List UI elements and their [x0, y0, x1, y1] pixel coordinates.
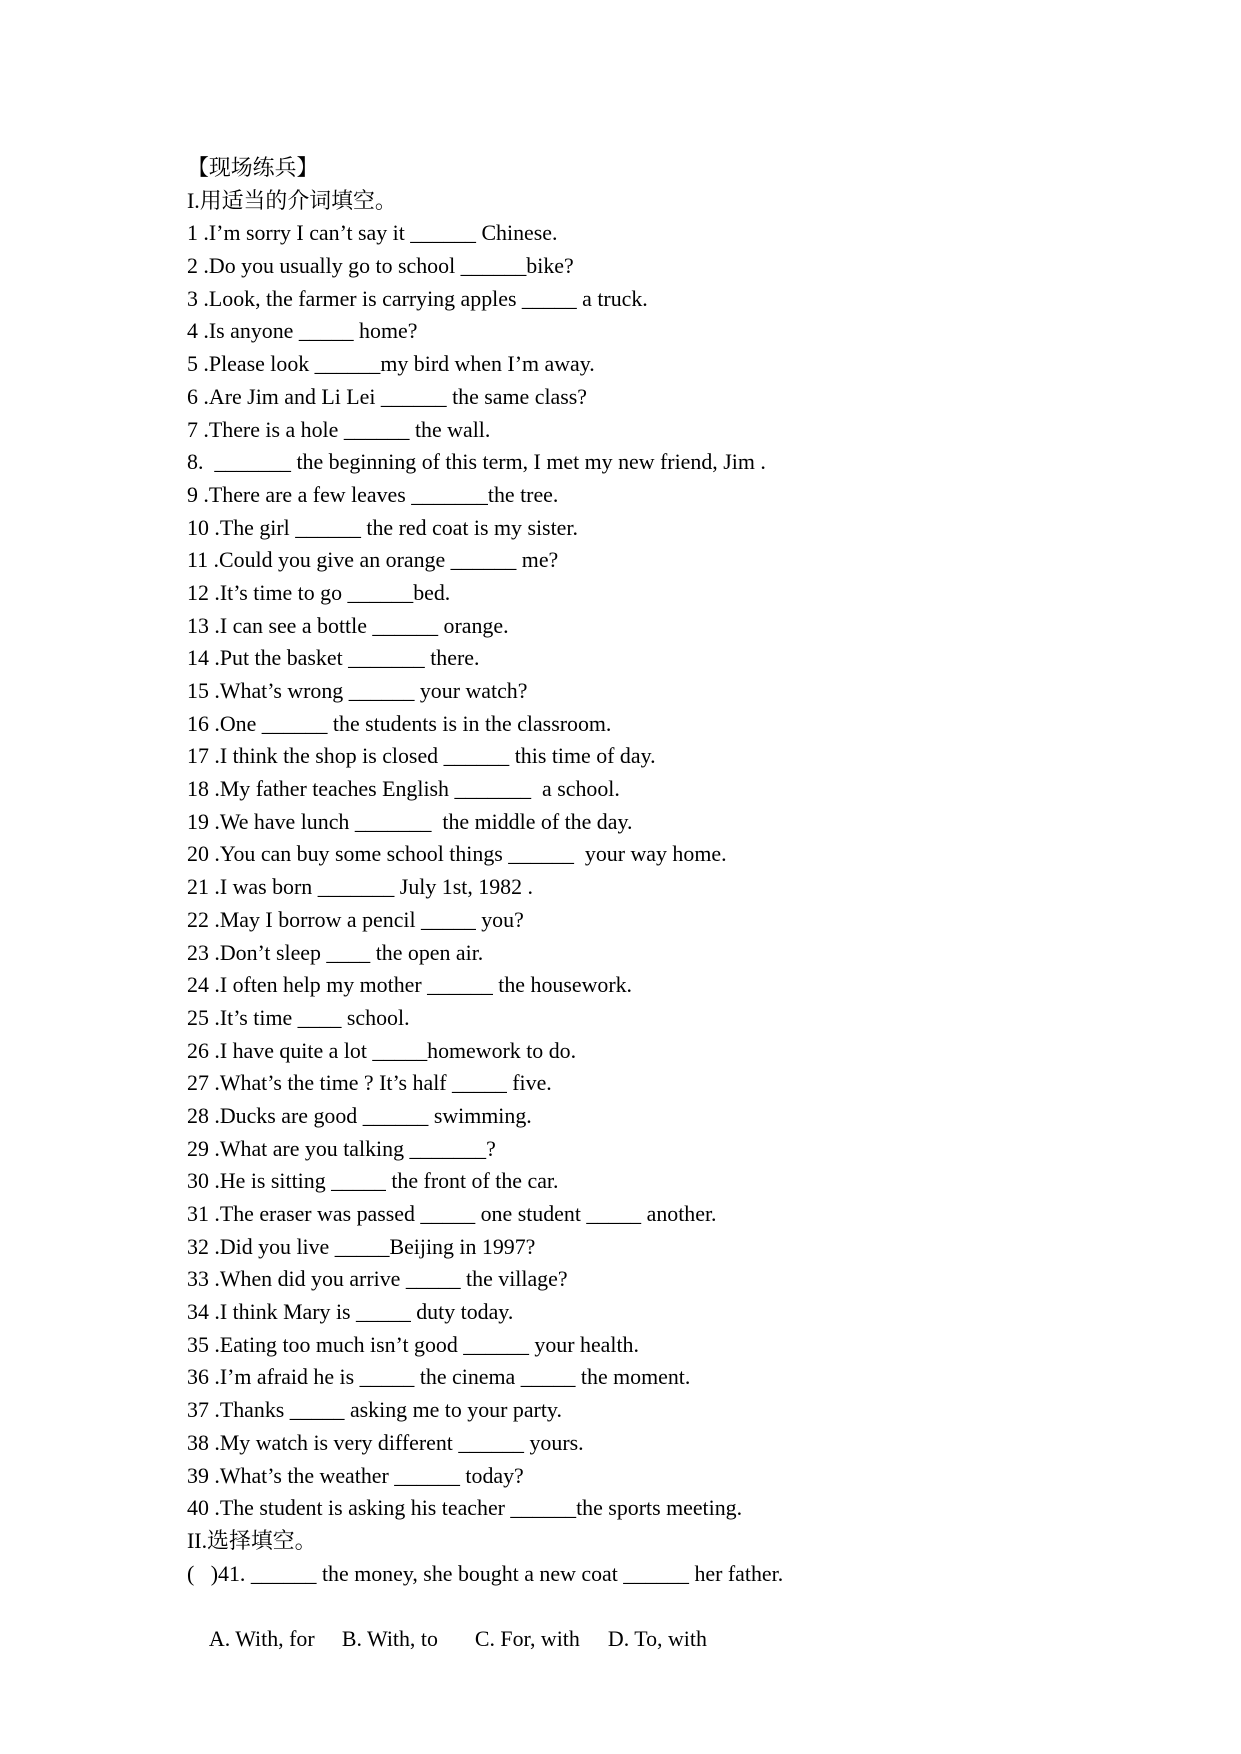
- question-item: 7 .There is a hole ______ the wall.: [187, 416, 491, 442]
- question-item: 11 .Could you give an orange ______ me?: [187, 547, 559, 573]
- question-item: 15 .What’s wrong ______ your watch?: [187, 678, 528, 703]
- question-item: 23 .Don’t sleep ____ the open air.: [187, 939, 484, 965]
- question-item: 14 .Put the basket _______ there.: [187, 645, 480, 671]
- question-item: 12 .It’s time to go ______bed.: [187, 579, 451, 605]
- option-b: B. With, to: [341, 1625, 438, 1651]
- question-item: 22 .May I borrow a pencil _____ you?: [187, 906, 524, 932]
- question-item: 32 .Did you live _____Beijing in 1997?: [187, 1233, 536, 1259]
- question-item: 5 .Please look ______my bird when I’m away.: [187, 351, 595, 377]
- option-c: C. For, with: [474, 1625, 580, 1651]
- question-item: 6 .Are Jim and Li Lei ______ the same class?: [187, 383, 588, 409]
- question-item: 35 .Eating too much isn’t good ______ your health.: [187, 1331, 639, 1357]
- question-item: 34 .I think Mary is _____ duty today.: [187, 1299, 514, 1325]
- question-item: 33 .When did you arrive _____ the village?: [187, 1266, 568, 1292]
- section-2-title: II.选择填空。: [187, 1527, 317, 1553]
- question-item: 21 .I was born _______ July 1st, 1982 .: [187, 874, 533, 900]
- question-item: 18 .My father teaches English _______ a school.: [187, 776, 620, 802]
- question-item: 2 .Do you usually go to school ______bike?: [187, 253, 574, 279]
- question-item: 16 .One ______ the students is in the classroom.: [187, 710, 612, 736]
- question-item: 37 .Thanks _____ asking me to your party.: [187, 1397, 562, 1423]
- question-item: 38 .My watch is very different ______ yours.: [187, 1429, 584, 1455]
- question-item: 4 .Is anyone _____ home?: [187, 318, 418, 344]
- question-item: 39 .What’s the weather ______ today?: [187, 1462, 524, 1488]
- choice-options: [187, 1590, 1087, 1651]
- question-item: 40 .The student is asking his teacher ______the sports meeting.: [187, 1495, 743, 1521]
- question-item: 36 .I’m afraid he is _____ the cinema _____ the moment.: [187, 1364, 691, 1390]
- question-item: 30 .He is sitting _____ the front of the car.: [187, 1168, 559, 1194]
- question-item: 1 .I’m sorry I can’t say it ______ Chinese.: [187, 220, 558, 246]
- question-item: 28 .Ducks are good ______ swimming.: [187, 1102, 532, 1128]
- section-1-question-list: [187, 217, 1087, 1525]
- question-item: 10 .The girl ______ the red coat is my sister.: [187, 514, 578, 540]
- section-1-title: I.用适当的介词填空。: [187, 187, 397, 213]
- question-item: 9 .There are a few leaves _______the tree.: [187, 481, 559, 507]
- question-item: 19 .We have lunch _______ the middle of the day.: [187, 808, 633, 834]
- question-item: 13 .I can see a bottle ______ orange.: [187, 612, 509, 638]
- question-item: 8. _______ the beginning of this term, I met my new friend, Jim .: [187, 449, 766, 475]
- question-item: 27 .What’s the time ? It’s half _____ five.: [187, 1070, 552, 1096]
- document-page: [187, 152, 1087, 1651]
- choice-question: ( )41. ______ the money, she bought a new coat ______ her father.: [187, 1560, 784, 1586]
- exercise-heading: 【现场练兵】: [187, 155, 319, 180]
- question-item: 20 .You can buy some school things ______ your way home.: [187, 841, 727, 867]
- option-a: A. With, for: [208, 1625, 315, 1651]
- question-item: 31 .The eraser was passed _____ one student _____ another.: [187, 1201, 717, 1226]
- question-item: 29 .What are you talking _______?: [187, 1135, 496, 1161]
- option-d: D. To, with: [607, 1625, 707, 1651]
- question-item: 26 .I have quite a lot _____homework to do.: [187, 1037, 577, 1063]
- question-item: 3 .Look, the farmer is carrying apples _____ a truck.: [187, 285, 648, 311]
- question-item: 17 .I think the shop is closed ______ this time of day.: [187, 743, 656, 769]
- question-item: 25 .It’s time ____ school.: [187, 1004, 410, 1030]
- question-item: 24 .I often help my mother ______ the housework.: [187, 972, 633, 998]
